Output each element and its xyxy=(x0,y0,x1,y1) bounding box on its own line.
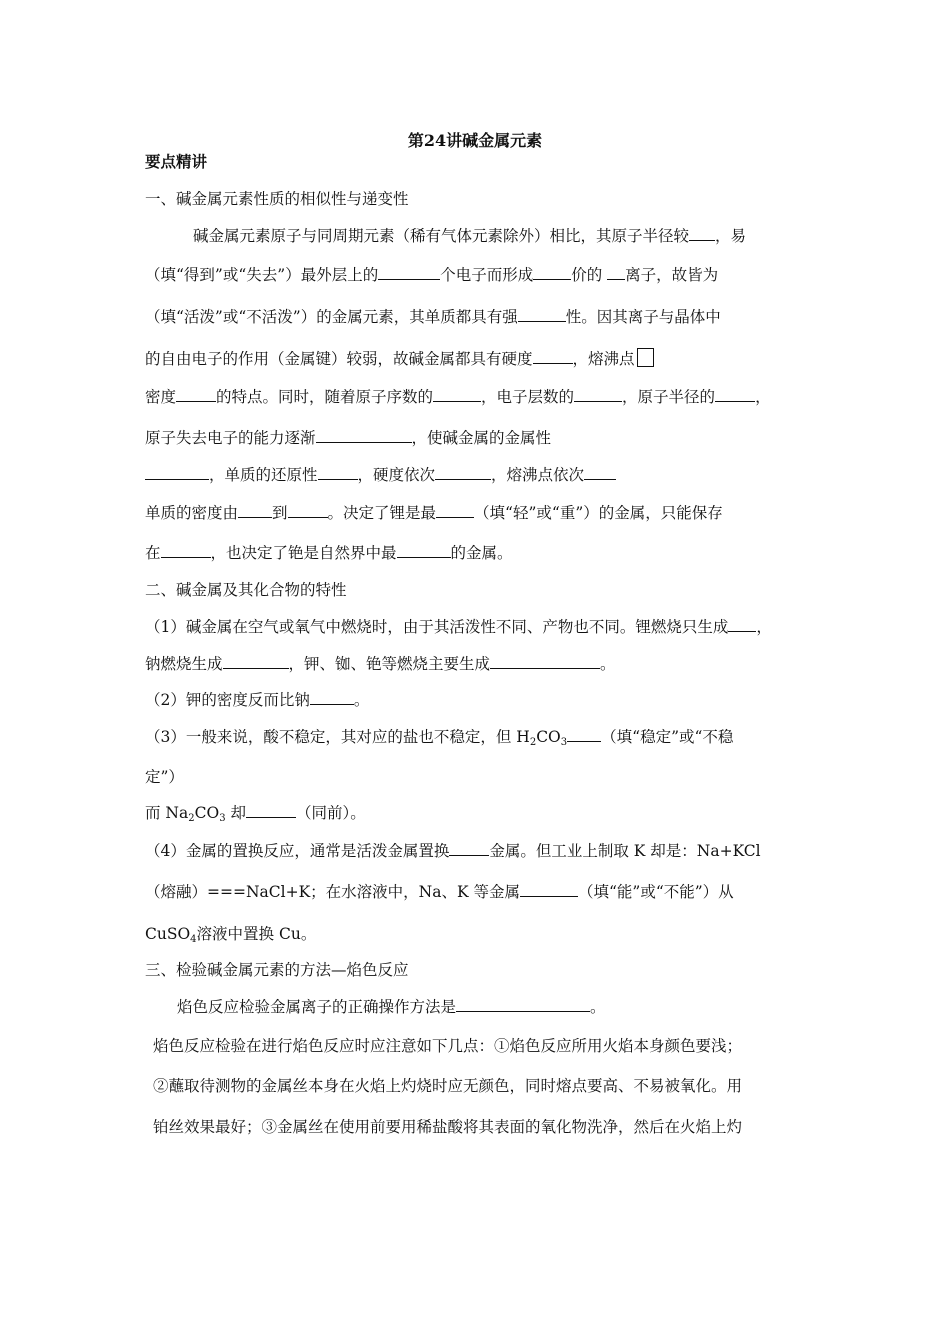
s3-line-1 xyxy=(177,997,606,1017)
s3-line-3: ②蘸取待测物的金属丝本身在火焰上灼烧时应无颜色，同时熔点要高、不易被氧化。用 xyxy=(153,1077,743,1095)
text: ，单质的还原性 xyxy=(209,466,318,484)
subscript: 3 xyxy=(560,737,568,748)
blank xyxy=(145,465,209,480)
text: 。 xyxy=(600,655,616,673)
text: 原子失去电子的能力逐渐 xyxy=(145,429,316,447)
blank xyxy=(490,654,600,669)
text: （4）金属的置换反应，通常是活泼金属置换 xyxy=(145,842,450,860)
text: ，原子半径的 xyxy=(622,388,716,406)
text: ，钾、铷、铯等燃烧主要生成 xyxy=(288,655,491,673)
s1-line-1 xyxy=(193,226,746,246)
s3-line-4: 铂丝效果最好；③金属丝在使用前要用稀盐酸将其表面的氧化物洗净，然后在火焰上灼 xyxy=(153,1118,743,1136)
text: CuSO xyxy=(145,925,191,943)
text: 金属。但工业上制取 K 却是：Na+KCl xyxy=(489,842,761,860)
s1-line-8 xyxy=(145,503,723,523)
s2-item-3-line-2: 定”） xyxy=(145,768,184,786)
text: ，易 xyxy=(715,227,747,245)
blank xyxy=(520,882,578,897)
section-2-title: 二、碱金属及其化合物的特性 xyxy=(145,581,347,599)
blank xyxy=(533,349,573,364)
blank xyxy=(715,387,755,402)
text: 价的 xyxy=(571,266,608,284)
text: （填“得到”或“失去”）最外层上的 xyxy=(145,266,379,284)
text: （1）碱金属在空气或氧气中燃烧时，由于其活泼性不同、产物也不同。锂燃烧只生成 xyxy=(145,618,729,636)
blank xyxy=(161,543,211,558)
blank xyxy=(433,387,481,402)
text: （熔融）===NaCl+K；在水溶液中，Na、K 等金属 xyxy=(145,883,520,901)
blank xyxy=(689,226,715,241)
blank xyxy=(223,654,289,669)
text: ，硬度依次 xyxy=(357,466,436,484)
blank xyxy=(533,265,571,280)
text: 的金属。 xyxy=(450,544,513,562)
blank xyxy=(238,503,272,518)
text: ， xyxy=(756,618,772,636)
s1-line-5 xyxy=(145,387,771,407)
subscript: 4 xyxy=(190,934,197,945)
blank xyxy=(288,503,328,518)
subscript: 2 xyxy=(529,737,537,748)
blank xyxy=(456,997,590,1012)
blank xyxy=(518,307,566,322)
s3-line-2: 焰色反应检验在进行焰色反应时应注意如下几点：①焰色反应所用火焰本身颜色要浅； xyxy=(153,1037,743,1055)
text: 钠燃烧生成 xyxy=(145,655,223,673)
blank xyxy=(318,465,358,480)
text: 。 xyxy=(590,998,606,1016)
s1-line-7 xyxy=(145,465,616,485)
blank xyxy=(574,387,622,402)
s1-line-4 xyxy=(145,348,654,369)
s2-item-1-line-1 xyxy=(145,617,772,637)
text: （2）钾的密度反而比钠 xyxy=(145,691,310,709)
page-title: 第24讲碱金属元素 xyxy=(407,131,543,150)
text: （同前）。 xyxy=(296,804,366,822)
text: 。 xyxy=(353,691,370,709)
blank xyxy=(584,465,616,480)
text: 单质的密度由 xyxy=(145,504,239,522)
blank xyxy=(397,543,451,558)
text: 离子，故皆为 xyxy=(625,266,719,284)
section-1-title: 一、碱金属元素性质的相似性与递变性 xyxy=(145,190,409,208)
blank xyxy=(728,617,756,632)
s1-line-2 xyxy=(145,265,718,285)
s2-item-3-line-1 xyxy=(145,727,733,747)
text: 的自由电子的作用（金属键）较弱，故碱金属都具有硬度 xyxy=(145,350,533,368)
s2-item-1-line-2 xyxy=(145,654,616,674)
subscript: 2 xyxy=(188,813,195,824)
text: 碱金属元素原子与同周期元素（稀有气体元素除外）相比，其原子半径较 xyxy=(193,227,690,245)
blank xyxy=(310,690,354,705)
text: ，电子层数的 xyxy=(481,388,575,406)
text: ，熔沸点依次 xyxy=(491,466,585,484)
blank xyxy=(436,503,474,518)
blank xyxy=(316,428,412,443)
section-3-title: 三、检验碱金属元素的方法—焰色反应 xyxy=(145,961,409,979)
s2-item-2 xyxy=(145,690,369,710)
text: （填“活泼”或“不活泼”）的金属元素，其单质都具有强 xyxy=(145,308,518,326)
text: （填“稳定”或“不稳 xyxy=(601,728,734,746)
text: 溶液中置换 Cu。 xyxy=(196,925,317,943)
s2-item-4-line-2 xyxy=(145,882,734,902)
text: ，也决定了铯是自然界中最 xyxy=(210,544,397,562)
text: CO xyxy=(194,804,220,822)
blank xyxy=(378,265,440,280)
text: 个电子而形成 xyxy=(440,266,534,284)
blank xyxy=(176,387,216,402)
text: （填“轻”或“重”）的金属，只能保存 xyxy=(474,504,723,522)
section-heading: 要点精讲 xyxy=(145,152,208,171)
text: 而 Na xyxy=(145,804,189,822)
text: 的特点。同时，随着原子序数的 xyxy=(216,388,434,406)
blank xyxy=(246,803,296,818)
text: 。决定了锂是最 xyxy=(327,504,437,522)
text: ， xyxy=(755,388,771,406)
s2-item-4-line-1 xyxy=(145,841,761,861)
s1-line-9 xyxy=(145,543,513,563)
blank xyxy=(607,265,625,280)
text: 在 xyxy=(145,544,161,562)
text: CO xyxy=(536,728,561,746)
text: 到 xyxy=(272,504,288,522)
s2-item-3-line-3 xyxy=(145,803,366,823)
s2-item-4-line-3 xyxy=(145,924,316,944)
text: ，使碱金属的金属性 xyxy=(411,429,552,447)
text: ，熔沸点 xyxy=(572,350,635,368)
blank-box xyxy=(637,348,654,367)
blank xyxy=(435,465,491,480)
s1-line-3 xyxy=(145,307,721,327)
text: 性。因其离子与晶体中 xyxy=(565,308,721,326)
subscript: 3 xyxy=(219,813,226,824)
text: （3）一般来说，酸不稳定，其对应的盐也不稳定，但 H xyxy=(145,728,530,746)
text: （填“能”或“不能”）从 xyxy=(577,883,734,901)
s1-line-6 xyxy=(145,428,551,448)
text: 焰色反应检验金属离子的正确操作方法是 xyxy=(177,998,457,1016)
text: 密度 xyxy=(145,388,177,406)
blank xyxy=(449,841,489,856)
text: 却 xyxy=(225,804,246,822)
blank xyxy=(567,727,601,742)
